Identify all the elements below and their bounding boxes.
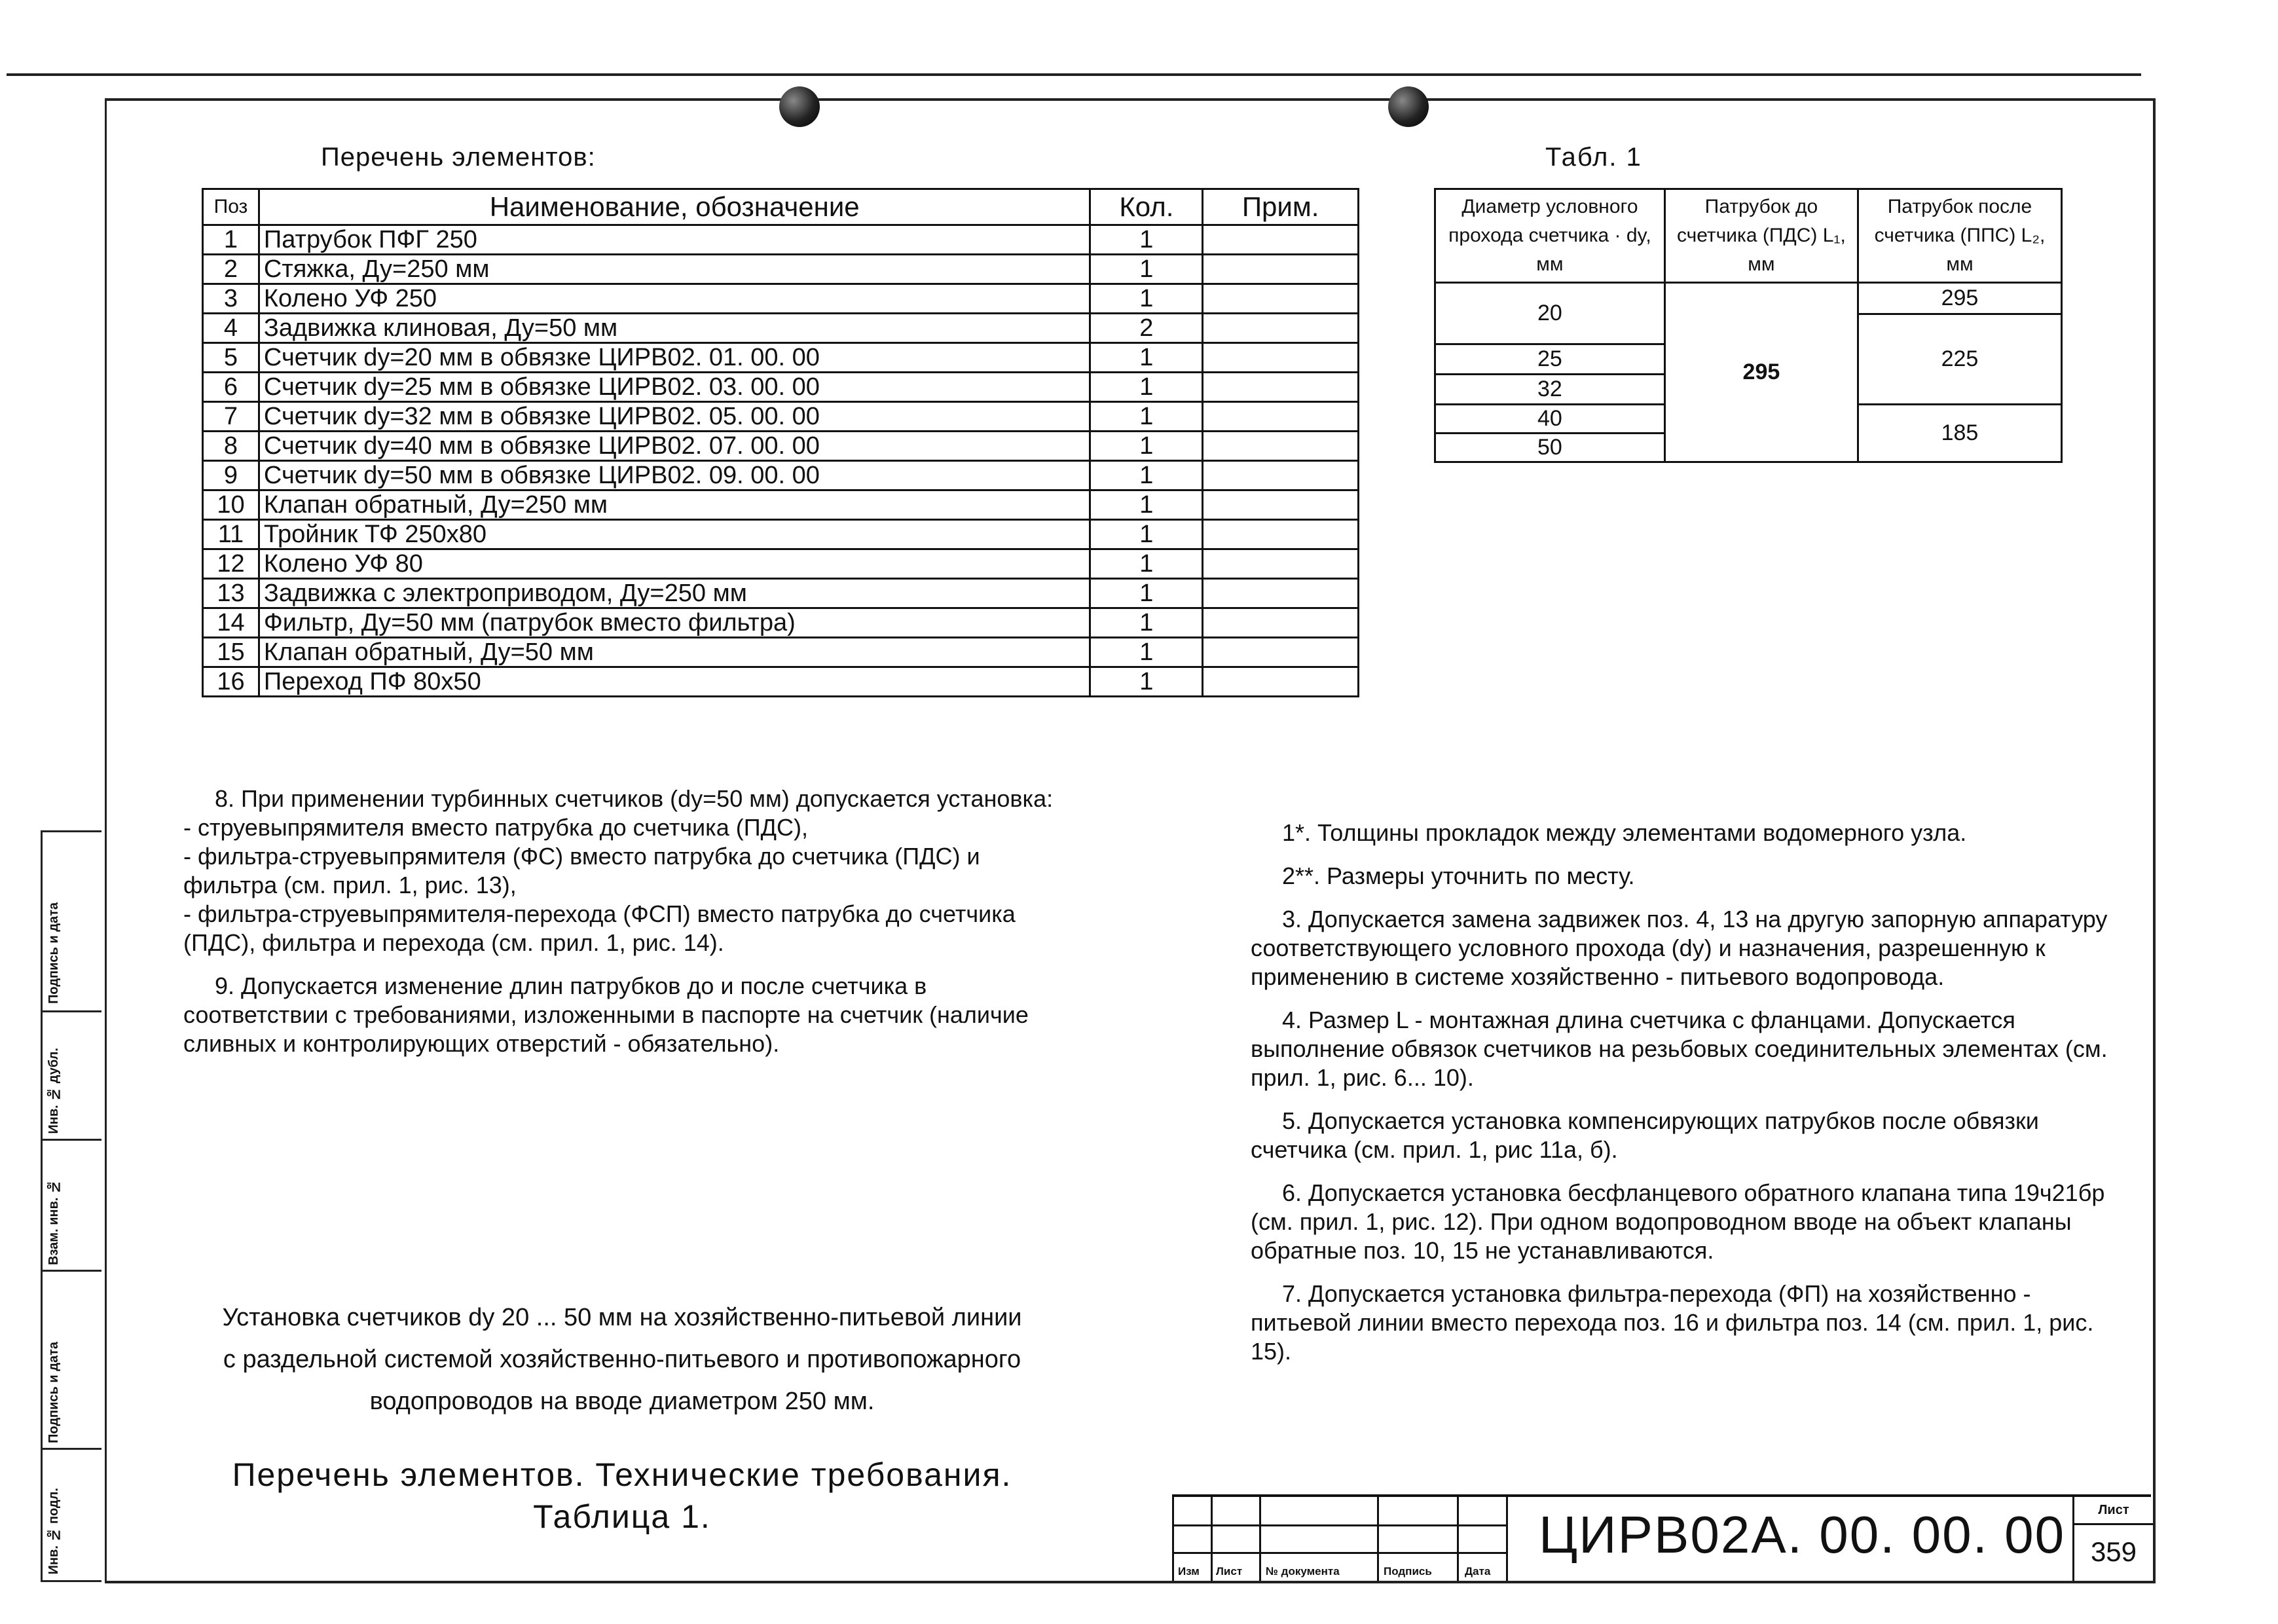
pps-header: Патрубок после счетчика (ППС) L₂, мм xyxy=(1858,189,2061,283)
note-cell xyxy=(1203,667,1359,697)
pos-cell: 7 xyxy=(203,402,259,432)
note-cell xyxy=(1203,638,1359,667)
table-row xyxy=(203,520,1359,549)
name-cell: Стяжка, Ду=250 мм xyxy=(259,255,1090,284)
table-row xyxy=(203,314,1359,343)
sheet-label: Лист xyxy=(2074,1497,2153,1525)
table-header-row xyxy=(1435,189,2062,283)
table-row xyxy=(203,549,1359,579)
qty-cell: 1 xyxy=(1090,461,1203,490)
pps-cell: 295 xyxy=(1858,283,2061,314)
pos-cell: 13 xyxy=(203,579,259,608)
diameter-cell: 50 xyxy=(1435,434,1665,462)
table-row xyxy=(203,373,1359,402)
pos-cell: 10 xyxy=(203,490,259,520)
side-cell xyxy=(43,1448,101,1581)
col-qty-header: Кол. xyxy=(1090,189,1203,225)
pds-cell: 295 xyxy=(1664,283,1858,462)
name-cell: Счетчик dy=32 мм в обвязке ЦИРВ02. 05. 00. 00 xyxy=(259,402,1090,432)
qty-cell: 1 xyxy=(1090,579,1203,608)
qty-cell: 1 xyxy=(1090,284,1203,314)
name-cell: Счетчик dy=50 мм в обвязке ЦИРВ02. 09. 00. 00 xyxy=(259,461,1090,490)
col-name-header: Наименование, обозначение xyxy=(259,189,1090,225)
side-label: Подпись и дата xyxy=(46,902,61,1004)
pos-cell: 9 xyxy=(203,461,259,490)
qty-cell: 1 xyxy=(1090,343,1203,373)
qty-cell: 1 xyxy=(1090,520,1203,549)
pos-cell: 4 xyxy=(203,314,259,343)
note-cell xyxy=(1203,284,1359,314)
sheet-number-box xyxy=(2072,1497,2153,1581)
name-cell: Переход ПФ 80x50 xyxy=(259,667,1090,697)
side-label: Подпись и дата xyxy=(46,1342,61,1443)
pos-cell: 6 xyxy=(203,373,259,402)
qty-cell: 1 xyxy=(1090,638,1203,667)
table-row xyxy=(203,284,1359,314)
diameter-header: Диаметр условного прохода счетчика · dy, мм xyxy=(1435,189,1665,283)
qty-cell: 1 xyxy=(1090,402,1203,432)
table-row xyxy=(203,667,1359,697)
binder-hole-right xyxy=(1388,86,1429,127)
table-row xyxy=(203,432,1359,461)
qty-cell: 2 xyxy=(1090,314,1203,343)
pps-cell: 185 xyxy=(1858,405,2061,462)
table-row xyxy=(203,402,1359,432)
left-notes xyxy=(183,784,1061,1058)
pos-cell: 8 xyxy=(203,432,259,461)
note-5: 5. Допускается установка компенсирующих патрубков после обвязки счетчика (см. прил. 1, рис 11а, б). xyxy=(1251,1107,2039,1163)
note-8: 8. При применении турбинных счетчиков (dy=50 мм) допускается установка: xyxy=(215,785,1054,812)
frame-top-line xyxy=(7,73,2141,76)
caption-line: водопроводов на вводе диаметром 250 мм. xyxy=(369,1388,875,1415)
sheet-number: 359 xyxy=(2090,1536,2137,1567)
title-block xyxy=(1172,1494,2151,1581)
qty-cell: 1 xyxy=(1090,490,1203,520)
right-notes xyxy=(1251,819,2115,1380)
name-cell: Колено УФ 80 xyxy=(259,549,1090,579)
binder-hole-left xyxy=(779,86,820,127)
pos-cell: 15 xyxy=(203,638,259,667)
qty-cell: 1 xyxy=(1090,432,1203,461)
table-row xyxy=(1435,283,2062,314)
revision-cells xyxy=(1172,1497,1508,1581)
note-cell xyxy=(1203,402,1359,432)
note-cell xyxy=(1203,549,1359,579)
table-row xyxy=(203,461,1359,490)
pos-cell: 2 xyxy=(203,255,259,284)
name-cell: Клапан обратный, Ду=250 мм xyxy=(259,490,1090,520)
note-1: 1*. Толщины прокладок между элементами водомерного узла. xyxy=(1282,819,1967,846)
note-cell xyxy=(1203,432,1359,461)
diameter-cell: 20 xyxy=(1435,283,1665,344)
stamp-col-label: Подпись xyxy=(1384,1565,1432,1578)
qty-cell: 1 xyxy=(1090,667,1203,697)
name-cell: Колено УФ 250 xyxy=(259,284,1090,314)
note-9: 9. Допускается изменение длин патрубков до и после счетчика в соответствии с требованиями, изложенными в паспорте на счетчик (наличие сливных и контролирующих отверстий - обязательно). xyxy=(183,972,1029,1057)
table1 xyxy=(1434,188,2063,463)
note-8-item: - струевыпрямителя вместо патрубка до счетчика (ПДС), xyxy=(183,814,808,841)
sheet-title-line: Перечень элементов. Технические требования. xyxy=(232,1456,1012,1493)
table1-heading: Табл. 1 xyxy=(1545,143,1642,172)
side-cell xyxy=(43,832,101,1010)
note-3: 3. Допускается замена задвижек поз. 4, 13 на другую запорную аппаратуру соответствующего условного прохода (dy) и назначения, разрешенную к применению в системе хозяйственно - питьевого водопровода. xyxy=(1251,906,2108,990)
note-6: 6. Допускается установка бесфланцевого обратного клапана типа 19ч21бр (см. прил. 1, рис. 12). При одном водопроводном вводе на объект клапаны обратные поз. 10, 15 не устанавливаются. xyxy=(1251,1179,2105,1264)
pos-cell: 12 xyxy=(203,549,259,579)
side-label: Инв. № подл. xyxy=(46,1487,61,1574)
name-cell: Клапан обратный, Ду=50 мм xyxy=(259,638,1090,667)
pos-cell: 11 xyxy=(203,520,259,549)
table-row xyxy=(203,490,1359,520)
qty-cell: 1 xyxy=(1090,373,1203,402)
table-row xyxy=(203,638,1359,667)
name-cell: Тройник ТФ 250x80 xyxy=(259,520,1090,549)
note-7: 7. Допускается установка фильтра-перехода (ФП) на хозяйственно - питьевой линии вместо перехода поз. 16 и фильтра поз. 14 (см. прил. 1, рис. 15). xyxy=(1251,1280,2094,1365)
diameter-cell: 25 xyxy=(1435,344,1665,375)
note-8-item: - фильтра-струевыпрямителя (ФС) вместо патрубка до счетчика (ПДС) и фильтра (см. прил. 1, рис. 13), xyxy=(183,843,980,898)
pos-cell: 16 xyxy=(203,667,259,697)
caption-line: с раздельной системой хозяйственно-питьевого и противопожарного xyxy=(223,1346,1021,1373)
diameter-cell: 40 xyxy=(1435,405,1665,434)
sheet-title-line: Таблица 1. xyxy=(533,1498,711,1535)
side-stamp-strip xyxy=(41,830,101,1582)
note-cell xyxy=(1203,255,1359,284)
col-pos-header: Поз xyxy=(203,189,259,225)
col-note-header: Прим. xyxy=(1203,189,1359,225)
note-cell xyxy=(1203,490,1359,520)
pos-cell: 5 xyxy=(203,343,259,373)
stamp-col-label: № документа xyxy=(1266,1565,1340,1578)
diameter-cell: 32 xyxy=(1435,375,1665,405)
note-cell xyxy=(1203,314,1359,343)
note-cell xyxy=(1203,520,1359,549)
side-cell xyxy=(43,1139,101,1272)
pos-cell: 1 xyxy=(203,225,259,255)
note-8-item: - фильтра-струевыпрямителя-перехода (ФСП) вместо патрубка до счетчика (ПДС), фильтра и перехода (см. прил. 1, рис. 14). xyxy=(183,900,1016,956)
table-row xyxy=(203,579,1359,608)
stamp-col-label: Изм xyxy=(1178,1565,1200,1578)
name-cell: Задвижка клиновая, Ду=50 мм xyxy=(259,314,1090,343)
table-row xyxy=(203,225,1359,255)
name-cell: Счетчик dy=40 мм в обвязке ЦИРВ02. 07. 00. 00 xyxy=(259,432,1090,461)
drawing-caption xyxy=(157,1297,1087,1422)
pds-header: Патрубок до счетчика (ПДС) L₁, мм xyxy=(1664,189,1858,283)
name-cell: Счетчик dy=25 мм в обвязке ЦИРВ02. 03. 00. 00 xyxy=(259,373,1090,402)
sheet-title xyxy=(131,1454,1113,1538)
stamp-col-label: Дата xyxy=(1465,1565,1491,1578)
side-cell xyxy=(43,1270,101,1450)
name-cell: Задвижка с электроприводом, Ду=250 мм xyxy=(259,579,1090,608)
note-4: 4. Размер L - монтажная длина счетчика с фланцами. Допускается выполнение обвязок счетчиков на резьбовых соединительных элементах (см. прил. 1, рис. 6... 10). xyxy=(1251,1006,2108,1091)
table-row xyxy=(203,255,1359,284)
elements-list-heading: Перечень элементов: xyxy=(321,143,596,172)
note-2: 2**. Размеры уточнить по месту. xyxy=(1282,862,1635,889)
note-cell xyxy=(1203,343,1359,373)
elements-table xyxy=(202,188,1359,697)
note-cell xyxy=(1203,579,1359,608)
table-row xyxy=(203,608,1359,638)
note-cell xyxy=(1203,225,1359,255)
name-cell: Счетчик dy=20 мм в обвязке ЦИРВ02. 01. 00. 00 xyxy=(259,343,1090,373)
table-header-row xyxy=(203,189,1359,225)
side-label: Взам. инв. № xyxy=(46,1179,61,1265)
table-row xyxy=(203,343,1359,373)
qty-cell: 1 xyxy=(1090,225,1203,255)
name-cell: Фильтр, Ду=50 мм (патрубок вместо фильтра) xyxy=(259,608,1090,638)
name-cell: Патрубок ПФГ 250 xyxy=(259,225,1090,255)
pps-cell: 225 xyxy=(1858,314,2061,405)
caption-line: Установка счетчиков dy 20 ... 50 мм на хозяйственно-питьевой линии xyxy=(222,1304,1022,1331)
note-cell xyxy=(1203,373,1359,402)
stamp-col-label: Лист xyxy=(1216,1565,1243,1578)
side-cell xyxy=(43,1010,101,1141)
side-label: Инв. № дубл. xyxy=(46,1048,61,1134)
qty-cell: 1 xyxy=(1090,549,1203,579)
qty-cell: 1 xyxy=(1090,255,1203,284)
pos-cell: 3 xyxy=(203,284,259,314)
pos-cell: 14 xyxy=(203,608,259,638)
note-cell xyxy=(1203,461,1359,490)
document-code: ЦИРВ02А. 00. 00. 00 xyxy=(1539,1505,2066,1564)
note-cell xyxy=(1203,608,1359,638)
qty-cell: 1 xyxy=(1090,608,1203,638)
